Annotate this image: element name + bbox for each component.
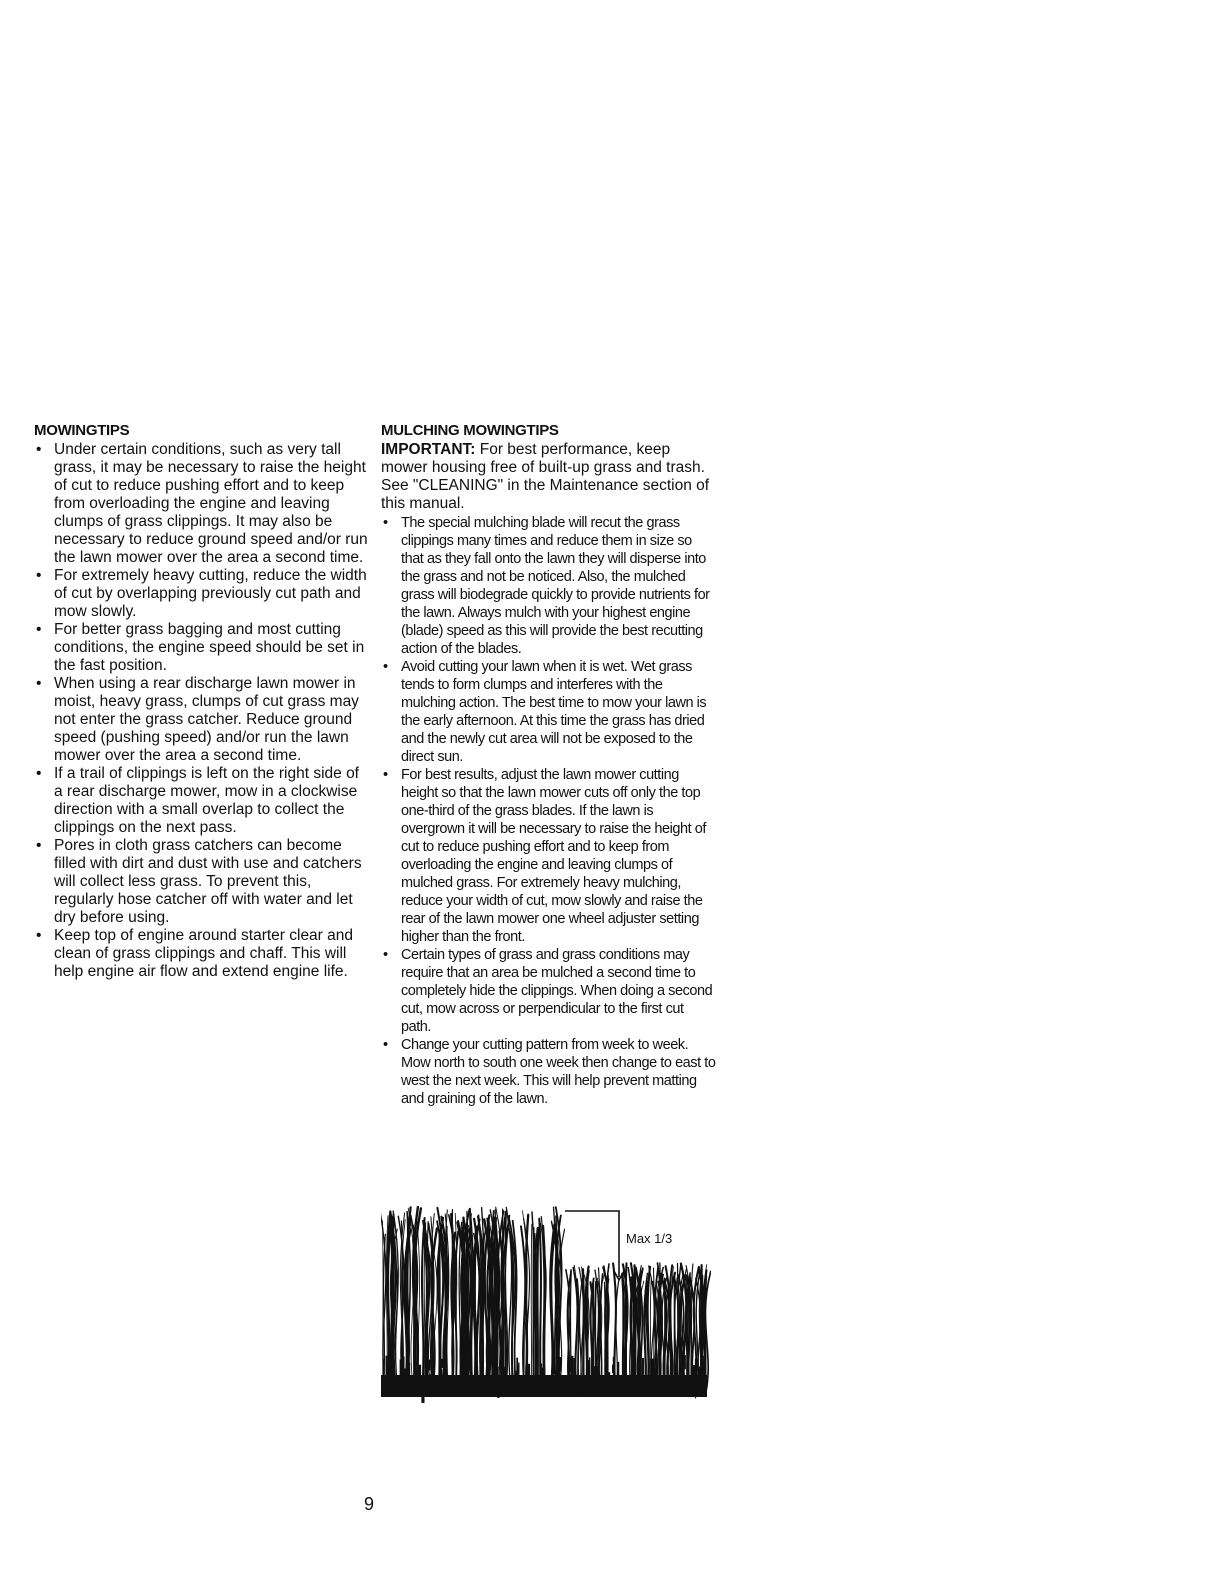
- mulching-tips-heading: MULCHING MOWINGTIPS: [381, 422, 559, 439]
- ground-clump: [698, 1369, 700, 1384]
- ground-clump: [419, 1365, 422, 1380]
- list-item: • For best results, adjust the lawn mower cutting height so that the lawn mower cuts off only the top one-third of the grass blades. If the lawn is overgrown it will be necessary to raise the height of cut to reduce pushing effort and to keep from overloading the engine and leaving clumps of mulched grass. For extremely heavy mulching, reduce your width of cut, mow slowly and raise the rear of the lawn mower one wheel adjuster setting higher than the front.: [381, 766, 717, 946]
- ground-clump: [386, 1356, 388, 1380]
- ground-clump: [607, 1372, 611, 1386]
- list-item: • Keep top of engine around starter clear and clean of grass clippings and chaff. This will help engine air flow and extend engine life.: [34, 927, 370, 981]
- mowing-tips-list: [34, 441, 370, 981]
- ground-clump: [421, 1375, 424, 1403]
- ground-clump: [391, 1360, 395, 1368]
- max-one-third-label: Max 1/3: [626, 1231, 673, 1246]
- ground-clump: [442, 1376, 445, 1393]
- ground-clump: [503, 1367, 506, 1379]
- list-item: • Certain types of grass and grass conditions may require that an area be mulched a second time to completely hide the clippings. When doing a second cut, mow across or perpendicular to the first cut path.: [381, 946, 717, 1036]
- ground-clump: [654, 1368, 657, 1392]
- ground-clump: [571, 1356, 574, 1380]
- grass-blade: [531, 1224, 532, 1393]
- list-item: • Pores in cloth grass catchers can become filled with dirt and dust with use and catchers will collect less grass. To prevent this, regularly hose catcher off with water and let dry before using.: [34, 837, 370, 927]
- grass-blade: [537, 1228, 538, 1393]
- ground-clump: [569, 1358, 571, 1371]
- list-item: • For better grass bagging and most cutting conditions, the engine speed should be set in the fast position.: [34, 621, 370, 675]
- grass-blade: [648, 1267, 650, 1393]
- ground-clump: [675, 1370, 678, 1382]
- ground-clump: [557, 1356, 559, 1376]
- page-number: 9: [364, 1494, 375, 1514]
- grass-blade: [414, 1229, 415, 1393]
- ground-clump: [428, 1360, 431, 1371]
- ground-clump: [383, 1359, 384, 1368]
- ground-clump: [617, 1362, 619, 1376]
- ground-clump: [586, 1360, 589, 1375]
- ground-clump: [405, 1372, 408, 1382]
- ground-clump: [466, 1361, 468, 1387]
- list-item: • For extremely heavy cutting, reduce the width of cut by overlapping previously cut path and mow slowly.: [34, 567, 370, 621]
- ground-clump: [400, 1371, 401, 1392]
- grass-blade: [521, 1226, 525, 1393]
- list-item: • If a trail of clippings is left on the right side of a rear discharge mower, mow in a clockwise direction with a small overlap to collect the clippings on the next pass.: [34, 765, 370, 837]
- ground-clump: [696, 1362, 697, 1371]
- list-item: • Change your cutting pattern from week to week. Mow north to south one week then change to east to west the next week. This will help prevent matting and graining of the lawn.: [381, 1036, 717, 1108]
- ground-clump: [612, 1365, 614, 1373]
- ground-clump: [642, 1363, 644, 1391]
- list-item: • Avoid cutting your lawn when it is wet. Wet grass tends to form clumps and interferes with the mulching action. The best time to mow your lawn is the early afternoon. At this time the grass has dried and the newly cut area will not be exposed to the direct sun.: [381, 658, 717, 766]
- ground-clump: [578, 1370, 579, 1385]
- ground-clump: [695, 1374, 696, 1399]
- important-label: IMPORTANT:: [381, 441, 476, 458]
- ground-clump: [702, 1376, 705, 1396]
- ground-clump: [429, 1374, 430, 1394]
- list-item: • The special mulching blade will recut the grass clippings many times and reduce them in size so that as they fall onto the lawn they will disperse into the grass and not be noticed. Also, the mulched grass will biodegrade quickly to provide nutrients for the lawn. Always mulch with your highest engine (blade) speed as this will provide the best recutting action of the blades.: [381, 514, 717, 658]
- ground-clump: [463, 1357, 464, 1381]
- ground-clump: [684, 1355, 686, 1369]
- ground-clump: [541, 1368, 545, 1386]
- ground-clump: [492, 1364, 495, 1379]
- ground-clump: [527, 1364, 531, 1392]
- ground-clump: [485, 1375, 487, 1389]
- mowing-tips-section: [34, 422, 370, 981]
- ground-clump: [409, 1363, 411, 1384]
- mowing-tips-heading: MOWINGTIPS: [34, 422, 130, 439]
- mulching-tips-list: [381, 514, 717, 1108]
- important-text: For best performance, keep mower housing free of built-up grass and trash. See "CLEANING" in the Maintenance section of this manual.: [381, 441, 710, 512]
- ground-clump: [650, 1359, 654, 1386]
- ground-clump: [496, 1367, 499, 1391]
- ground-clump: [703, 1356, 706, 1375]
- ground-clump: [579, 1375, 581, 1395]
- ground-clump: [660, 1373, 661, 1381]
- ground-clump: [431, 1374, 433, 1390]
- grass-blade: [626, 1263, 627, 1393]
- ground-clump: [461, 1364, 463, 1385]
- grass-blade: [475, 1228, 476, 1393]
- important-note: [381, 441, 717, 513]
- ground-clump: [426, 1359, 427, 1375]
- grass-height-figure: [381, 1205, 711, 1405]
- ground-clump: [440, 1359, 443, 1368]
- ground-clump: [573, 1358, 575, 1378]
- ground-clump: [481, 1365, 483, 1373]
- ground-clump: [681, 1356, 682, 1379]
- ground-clump: [631, 1362, 634, 1380]
- list-item: • Under certain conditions, such as very tall grass, it may be necessary to raise the height of cut to reduce pushing effort and to keep from overloading the engine and leaving clumps of grass clippings. It may also be necessary to reduce ground speed and/or run the lawn mower over the area a second time.: [34, 441, 370, 567]
- mulching-tips-section: [381, 422, 717, 1108]
- ground-clump: [691, 1366, 694, 1381]
- ground-clump: [553, 1361, 556, 1375]
- ground-clump: [517, 1365, 519, 1373]
- ground-clump: [402, 1356, 404, 1374]
- list-item: • When using a rear discharge lawn mower in moist, heavy grass, clumps of cut grass may not enter the grass catcher. Reduce ground speed (pushing speed) and/or run the lawn mower over the area a second time.: [34, 675, 370, 765]
- ground-clump: [596, 1366, 599, 1379]
- ground-clump: [433, 1358, 435, 1371]
- ground-clump: [400, 1359, 401, 1371]
- ground-clump: [489, 1359, 490, 1377]
- ground-clump: [559, 1357, 562, 1372]
